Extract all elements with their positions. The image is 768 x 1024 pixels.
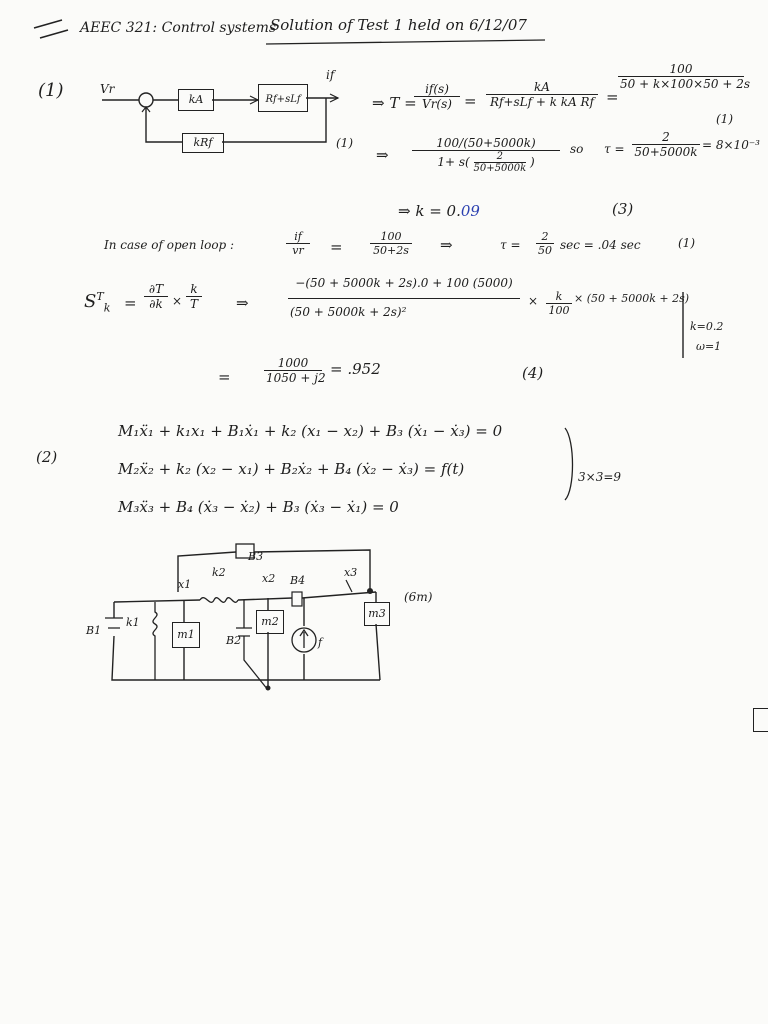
sens-kt [186,282,202,311]
sens-kt-num: k [186,282,202,297]
ol-tau-den: 50 [538,244,552,257]
label-k2: k2 [212,566,226,579]
ol-tau-rhs: sec = .04 sec [560,238,641,252]
course-title: AEEC 321: Control systems [80,20,277,36]
tf-fraction-1 [414,82,460,111]
ol-lhs-num: if [286,230,310,244]
tf2-den: Rf+sLf + k kA Rf [489,95,595,109]
mark-left: (1) [336,136,353,150]
ol-den: 50+2s [373,244,409,257]
tf-eq: = [464,92,477,110]
ol-tau-lhs: τ = [500,238,521,252]
std-den [412,151,560,179]
sens-eq: = [124,294,137,312]
tau-rhs: = 8×10⁻³ [702,138,760,152]
question-2-label: (2) [36,448,58,466]
tf2-num: kA [486,80,598,95]
sensitivity-symbol [84,290,110,315]
side-note-omega: ω=1 [696,340,722,353]
mark-6: (6m) [404,590,433,604]
label-k1: k1 [126,616,140,629]
label-x2: x2 [262,572,276,585]
sens-res-num: 1000 [264,356,322,371]
label-b2: B2 [226,634,242,647]
sens-k100-den: 100 [548,304,570,317]
label-b4: B4 [290,574,306,587]
sens-d-num: ∂T [144,282,168,297]
k-result-text: ⇒ k = 0. [398,202,461,220]
feedback-block: kRf [182,133,224,153]
sens-s: S [84,291,97,312]
tf3-den: 50 + k×100×50 + 2s [620,77,750,91]
tf-num: if(s) [414,82,460,97]
forward-gain-block: kA [178,89,214,111]
tf3-num: 100 [618,62,744,77]
step-arrow: ⇒ [376,146,389,164]
sens-k100-num: k [546,290,572,304]
sens-res-den: 1050 + j2 [266,371,326,385]
marks-equations: 3×3=9 [578,470,622,484]
tf-fraction-2 [486,80,598,109]
open-loop-label: In case of open loop : [104,238,235,252]
tau-den: 50+5000k [634,145,698,159]
ol-lhs-den: vr [292,244,304,257]
tau-fraction [632,130,700,159]
ol-tau-num: 2 [536,230,554,244]
sens-eq2: = [218,368,231,386]
sens-sup: T [96,290,104,303]
ol-num: 100 [370,230,412,244]
equation-2: M₂ẍ₂ + k₂ (x₂ − x₁) + B₂ẋ₂ + B₄ (ẋ₂ − ẋ₃) = f(t) [118,460,465,478]
std-num: 100/(50+5000k) [412,136,560,151]
mark-1: (1) [716,112,733,126]
sens-kt-den: T [189,297,198,311]
label-b1: B1 [86,624,102,637]
std-inner-num: 2 [474,151,527,163]
ol-arrow: ⇒ [440,236,453,254]
k-result-digits: 09 [460,202,480,220]
mass-m3: m3 [364,602,390,626]
tf-den: Vr(s) [422,97,452,111]
mark-4: (4) [522,364,544,382]
sens-arrow: ⇒ [236,294,249,312]
tf-lhs: ⇒ T = [372,94,417,112]
sens-big-fraction [288,276,520,319]
std-inner-den: 50+5000k [473,163,527,174]
tf-fraction-3 [618,62,750,91]
side-note-k: k=0.2 [690,320,724,333]
sens-sub: k [103,301,111,315]
std-den-post: ) [529,155,535,169]
sens-tail: × (50 + 5000k + 2s) [574,292,690,305]
std-inner-fraction [474,151,527,174]
plant-block: Rf+sLf [258,84,308,112]
k-result [398,202,480,220]
tau-num: 2 [632,130,700,145]
label-x3: x3 [344,566,358,579]
ol-tau-fraction [536,230,554,257]
sens-times2: × [528,294,539,308]
mass-m2: m2 [256,610,284,634]
question-1-label: (1) [38,80,64,101]
label-x1: x1 [178,578,192,591]
so-text: so [570,142,584,156]
diagram-output-label: if [326,68,335,82]
ol-eq: = [330,238,343,256]
std-den-pre: 1+ s( [437,155,470,169]
sens-big-den: (50 + 5000k + 2s)² [290,305,407,319]
sens-times: × [172,294,183,308]
equation-3: M₃ẍ₃ + B₄ (ẋ₃ − ẋ₂) + B₃ (ẋ₃ − ẋ₁) = 0 [118,498,399,516]
tau-lhs: τ = [604,142,625,156]
diagram-input-label: Vr [100,82,115,96]
sens-result-fraction [264,356,326,385]
mass-m1: m1 [172,622,200,648]
page-edge-mark [753,708,768,732]
label-b3: B3 [248,550,264,563]
sens-d-den: ∂k [149,297,163,311]
document-title: Solution of Test 1 held on 6/12/07 [270,16,527,34]
sens-big-num: −(50 + 5000k + 2s).0 + 100 (5000) [288,276,520,299]
sens-k100 [546,290,572,317]
label-f: f [318,636,323,649]
tf-eq2: = [606,88,619,106]
ol-fraction [370,230,412,257]
mark-3: (3) [612,200,634,218]
standard-form-fraction [412,136,560,179]
ol-mark: (1) [678,236,695,250]
ol-lhs-fraction [286,230,310,257]
equation-1: M₁ẍ₁ + k₁x₁ + B₁ẋ₁ + k₂ (x₁ − x₂) + B₃ (ẋ₁ − ẋ₃) = 0 [118,422,503,440]
sens-result: = .952 [330,360,381,378]
sens-derivative [144,282,168,311]
